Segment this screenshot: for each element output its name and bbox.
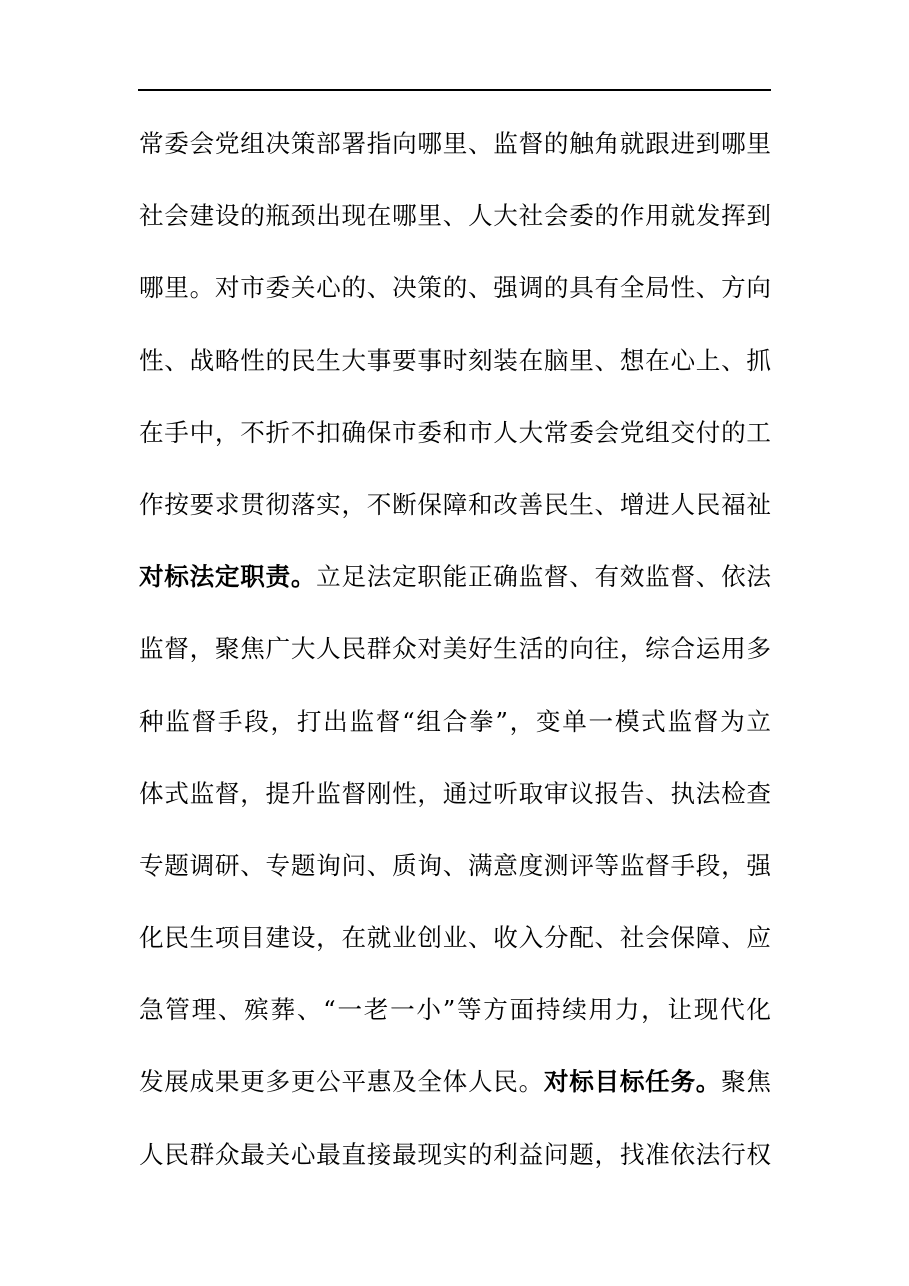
text-run: 在手中，不折不扣确保市委和市人大常委会党组交付的工 xyxy=(139,417,771,447)
text-run: 立足法定职能正确监督、有效监督、依法 xyxy=(316,562,771,592)
text-run: 性、战略性的民生大事要事时刻装在脑里、想在心上、抓 xyxy=(139,345,771,375)
section-heading: 对标法定职责。 xyxy=(139,562,317,592)
text-line xyxy=(139,848,771,920)
text-line xyxy=(139,126,771,198)
text-line xyxy=(139,487,771,559)
text-line xyxy=(139,198,771,270)
text-line xyxy=(139,704,771,776)
text-run: 专题调研、专题询问、质询、满意度测评等监督手段，强 xyxy=(139,850,771,880)
text-run: 体式监督，提升监督刚性，通过听取审议报告、执法检查 xyxy=(139,778,771,808)
text-run: 种监督手段，打出监督“组合拳”，变单一模式监督为立 xyxy=(139,706,771,736)
text-line xyxy=(139,1137,771,1209)
header-rule xyxy=(138,89,771,91)
text-line xyxy=(139,559,771,631)
text-run: 人民群众最关心最直接最现实的利益问题，找准依法行权 xyxy=(139,1139,771,1169)
text-run: 监督，聚焦广大人民群众对美好生活的向往，综合运用多 xyxy=(139,634,771,664)
text-run: 哪里。对市委关心的、决策的、强调的具有全局性、方向 xyxy=(139,273,771,303)
section-heading: 对标目标任务。 xyxy=(543,1067,722,1097)
text-run: 急管理、殡葬、“一老一小”等方面持续用力，让现代化 xyxy=(139,995,771,1025)
text-run: 作按要求贯彻落实，不断保障和改善民生、增进人民福祉 xyxy=(139,489,771,519)
body-text xyxy=(139,126,771,1209)
text-run: 常委会党组决策部署指向哪里、监督的触角就跟进到哪里 xyxy=(139,129,771,158)
text-line xyxy=(139,920,771,992)
text-run: 聚焦 xyxy=(721,1067,771,1097)
text-line xyxy=(139,343,771,415)
text-line xyxy=(139,415,771,487)
text-line xyxy=(139,992,771,1064)
text-run: 化民生项目建设，在就业创业、收入分配、社会保障、应 xyxy=(139,923,771,953)
text-line xyxy=(139,1064,771,1136)
text-run: 社会建设的瓶颈出现在哪里、人大社会委的作用就发挥到 xyxy=(139,201,771,231)
text-line xyxy=(139,270,771,342)
text-line xyxy=(139,776,771,848)
text-line xyxy=(139,631,771,703)
text-run: 发展成果更多更公平惠及全体人民。 xyxy=(139,1067,544,1097)
